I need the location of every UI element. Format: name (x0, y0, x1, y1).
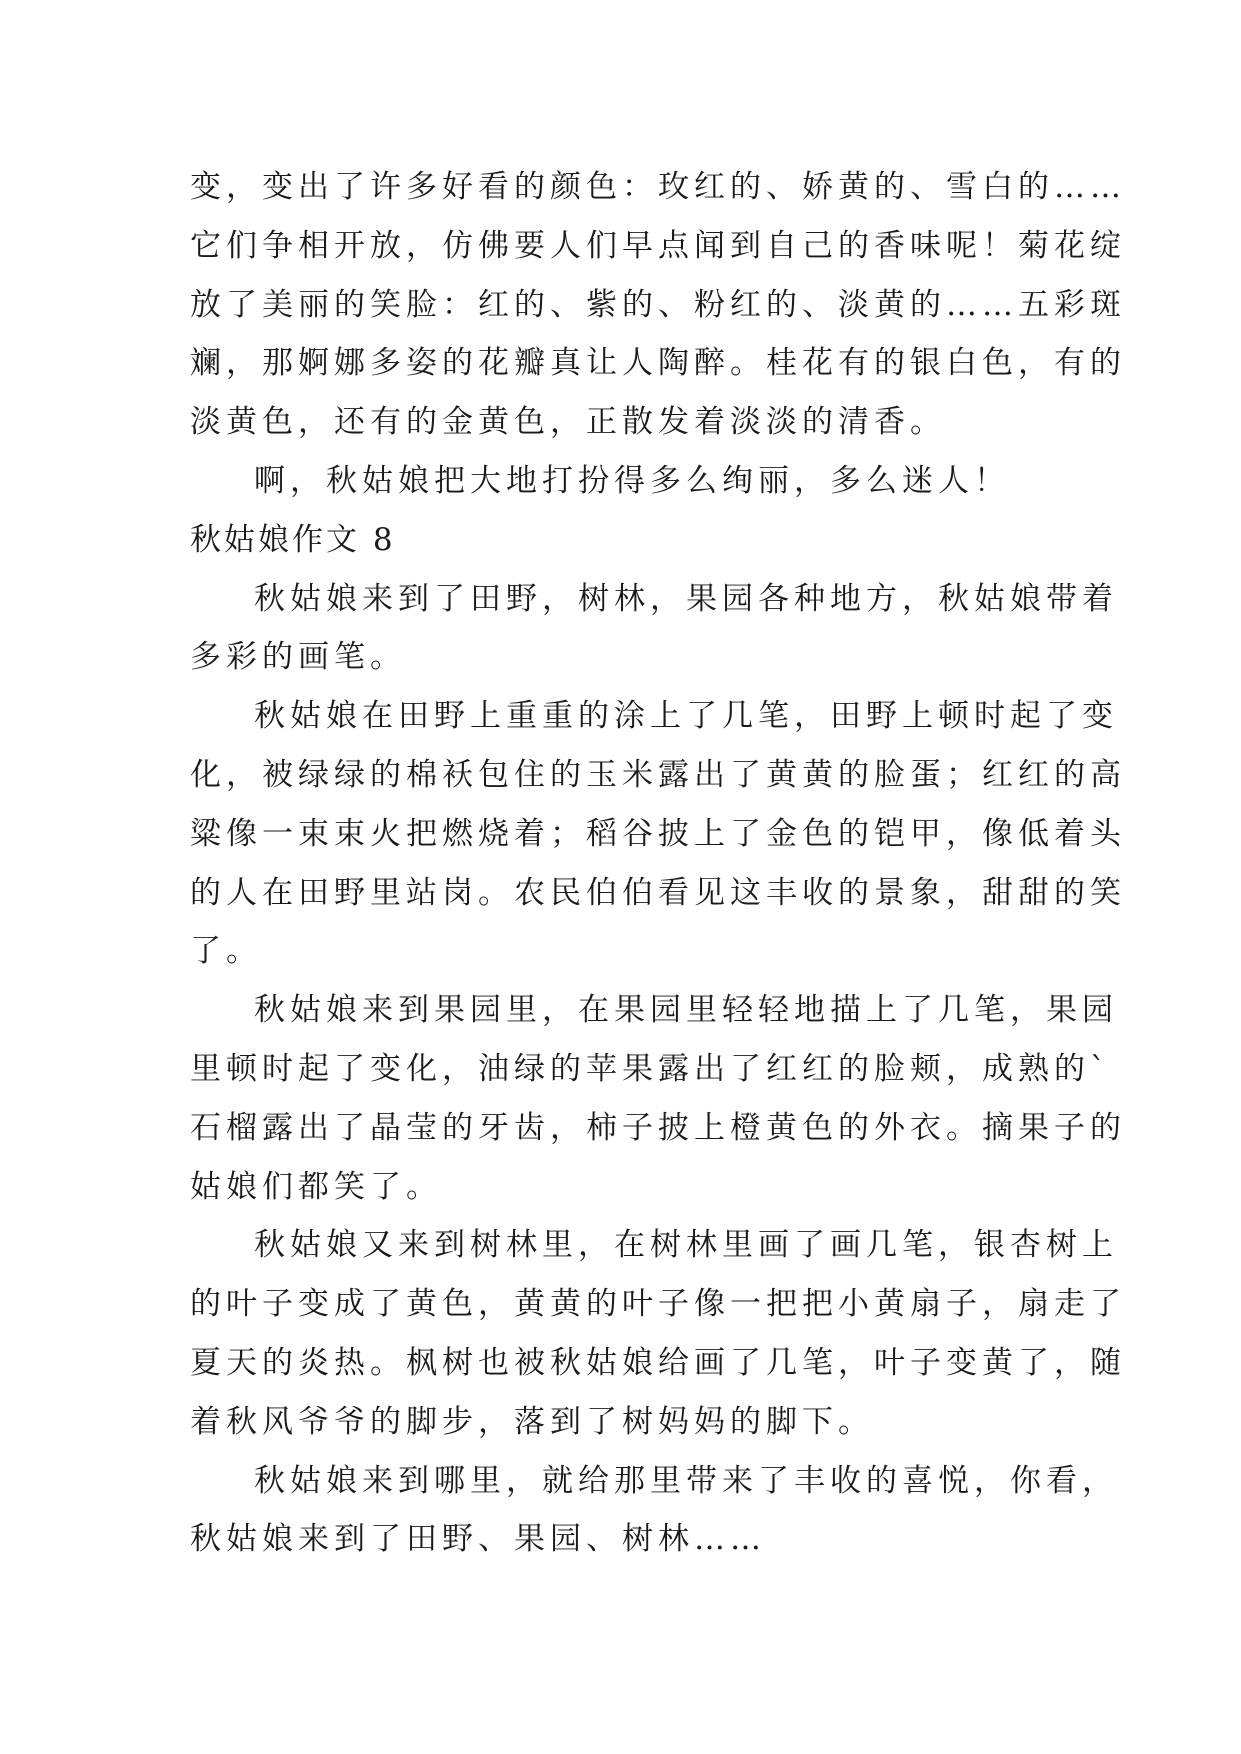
text-line: 淡黄色，还有的金黄色，正散发着淡淡的清香。 (190, 404, 946, 441)
section-heading: 秋姑娘作文 8 (190, 521, 396, 558)
paragraph-start-line: 秋姑娘来到哪里，就给那里带来了丰收的喜悦，你看， (254, 1462, 1118, 1499)
text-line: 夏天的炎热。枫树也被秋姑娘给画了几笔，叶子变黄了，随 (190, 1344, 1126, 1381)
text-line: 变，变出了许多好看的颜色：玫红的、娇黄的、雪白的…… (190, 169, 1126, 205)
text-line: 多彩的画笔。 (190, 639, 406, 676)
text-line: 放了美丽的笑脸：红的、紫的、粉红的、淡黄的……五彩斑 (190, 286, 1126, 323)
text-line: 石榴露出了晶莹的牙齿，柿子披上橙黄色的外衣。摘果子的 (190, 1109, 1126, 1146)
text-line: 姑娘们都笑了。 (190, 1168, 442, 1205)
document-page (190, 158, 1126, 1569)
text-line: 的叶子变成了黄色，黄黄的叶子像一把把小黄扇子，扇走了 (190, 1286, 1126, 1323)
text-line: 里顿时起了变化，油绿的苹果露出了红红的脸颊，成熟的` (190, 1050, 1111, 1087)
paragraph-start-line: 啊，秋姑娘把大地打扮得多么绚丽，多么迷人！ (254, 462, 1010, 499)
paragraph-start-line: 秋姑娘来到了田野，树林，果园各种地方，秋姑娘带着 (254, 580, 1118, 617)
text-line: 粱像一束束火把燃烧着；稻谷披上了金色的铠甲，像低着头 (190, 815, 1126, 852)
paragraph-start-line: 秋姑娘来到果园里，在果园里轻轻地描上了几笔，果园 (254, 992, 1118, 1029)
paragraph-start-line: 秋姑娘在田野上重重的涂上了几笔，田野上顿时起了变 (254, 698, 1118, 735)
text-line: 了。 (190, 933, 262, 970)
text-line: 它们争相开放，仿佛要人们早点闻到自己的香味呢！菊花绽 (190, 227, 1126, 264)
text-line: 斓，那婀娜多姿的花瓣真让人陶醉。桂花有的银白色，有的 (190, 345, 1126, 382)
paragraph-start-line: 秋姑娘又来到树林里，在树林里画了画几笔，银杏树上 (254, 1227, 1118, 1264)
text-line: 的人在田野里站岗。农民伯伯看见这丰收的景象，甜甜的笑 (190, 874, 1126, 911)
text-line: 化，被绿绿的棉袄包住的玉米露出了黄黄的脸蛋；红红的高 (190, 756, 1126, 793)
text-line: 秋姑娘来到了田野、果园、树林…… (190, 1521, 766, 1558)
text-line: 着秋风爷爷的脚步，落到了树妈妈的脚下。 (190, 1403, 874, 1440)
